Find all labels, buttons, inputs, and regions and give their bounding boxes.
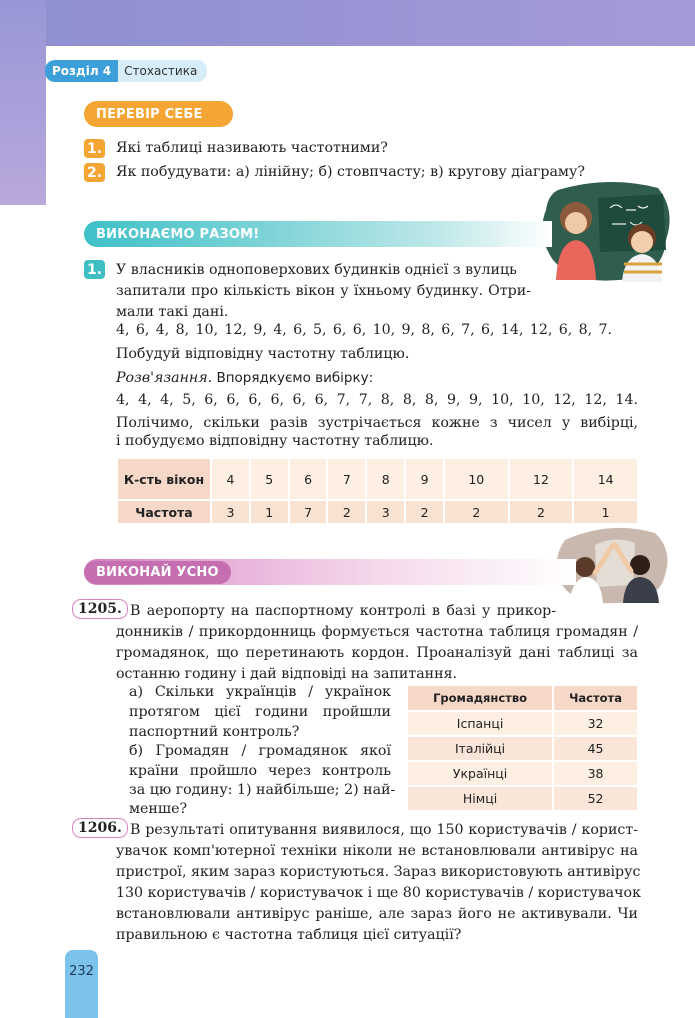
topic-label: Стохастика	[118, 60, 207, 82]
question-a: протягом цієї години пройшли	[129, 704, 391, 720]
solution-line	[116, 368, 373, 389]
column-header: Громадянство	[407, 685, 553, 711]
table-row	[407, 761, 638, 786]
table-cell: Німці	[407, 786, 553, 811]
page-number-tab	[65, 950, 98, 1018]
question-b: б) Громадян / громадянок якої	[129, 743, 391, 759]
exercise-line: громадянок, що перетинають кордон. Проаналізуй дані таблиці за	[116, 645, 638, 661]
question-text: Як побудувати: а) лінійну; б) стовпчасту; в) кругову діаграму?	[116, 164, 585, 180]
table-cell: Італійці	[407, 736, 553, 761]
exercise-line: пристрої, яким зараз користуються. Зараз використовують антивірус	[116, 864, 641, 880]
table-cell: 10	[444, 458, 509, 500]
table-cell: 2	[509, 500, 574, 524]
count-line: і побудуємо відповідну частотну таблицю.	[116, 433, 434, 449]
row-header: Частота	[117, 500, 211, 524]
exercise-number: 1206.	[72, 818, 128, 838]
question-b: країни пройшло через контроль	[129, 763, 391, 779]
breadcrumb	[45, 60, 207, 82]
question-number: 1.	[84, 139, 105, 158]
table-cell: 8	[366, 458, 405, 500]
table-cell: 6	[289, 458, 328, 500]
solution-text: Впорядкуємо вибірку:	[212, 370, 374, 386]
table-cell: 14	[573, 458, 638, 500]
do-orally-banner	[84, 559, 576, 585]
table-cell: Іспанці	[407, 711, 553, 736]
top-decor-band	[0, 0, 695, 46]
sorted-sample: 4, 4, 4, 5, 6, 6, 6, 6, 6, 6, 7, 7, 8, 8, 8, 9, 9, 10, 10, 12, 12, 14.	[116, 392, 638, 408]
windows-frequency-table	[116, 457, 639, 525]
table-row	[407, 711, 638, 736]
table-cell: 2	[405, 500, 444, 524]
solution-label: Розв'язання.	[116, 370, 213, 386]
exercise-line: 130 користувачів / користувачок і ще 80 користувачів / користувачок	[116, 885, 641, 901]
task-line: Побудуй відповідну частотну таблицю.	[116, 346, 410, 362]
table-row	[407, 736, 638, 761]
table-row	[117, 458, 638, 500]
task-line: запитали про кількість вікон у їхньому будинку. Отри-	[116, 283, 531, 299]
citizenship-frequency-table	[406, 684, 639, 812]
exercise-line: донників / прикордонниць формується частотна таблиця громадян /	[116, 624, 638, 640]
table-cell: 45	[553, 736, 638, 761]
task-line: мали такі дані.	[116, 304, 229, 320]
question-text: Які таблиці називають частотними?	[116, 140, 388, 156]
question-a: а) Скільки українців / українок	[129, 684, 391, 700]
table-cell: 3	[211, 500, 250, 524]
count-line: Полічимо, скільки разів зустрічається кожне з чисел у вибірці,	[116, 415, 638, 431]
exercise-number: 1205.	[72, 599, 128, 619]
table-cell: 32	[553, 711, 638, 736]
question-a: паспортний контроль?	[129, 724, 300, 740]
table-cell: 9	[405, 458, 444, 500]
question-b: менше?	[129, 801, 188, 817]
side-decor-band	[0, 0, 46, 205]
exercise-line: правильною є частотна таблиця цієї ситуації?	[116, 927, 462, 943]
do-together-title: ВИКОНАЄМО РАЗОМ!	[96, 226, 260, 242]
table-cell: 2	[444, 500, 509, 524]
check-yourself-banner	[84, 101, 233, 127]
do-orally-title: ВИКОНАЙ УСНО	[84, 561, 231, 584]
table-cell: 1	[573, 500, 638, 524]
table-header-row	[407, 685, 638, 711]
table-cell: 7	[289, 500, 328, 524]
exercise-line: останню годину і дай відповіді на запитання.	[116, 666, 458, 682]
exercise-line: В результаті опитування виявилося, що 150 користувачів / корист-	[130, 822, 638, 838]
table-cell: 7	[327, 458, 366, 500]
do-together-banner	[84, 221, 552, 247]
table-cell: 4	[211, 458, 250, 500]
task-line: У власників одноповерхових будинків однієї з вулиць	[116, 262, 517, 278]
table-cell: 12	[509, 458, 574, 500]
exercise-line: В аеропорту на паспортному контролі в базі у прикор-	[130, 603, 556, 619]
column-header: Частота	[553, 685, 638, 711]
children-at-blackboard-photo	[538, 180, 673, 285]
sample-data: 4, 6, 4, 8, 10, 12, 9, 4, 6, 5, 6, 6, 10, 9, 8, 6, 7, 6, 14, 12, 6, 8, 7.	[116, 322, 612, 338]
question-number: 2.	[84, 163, 105, 182]
table-cell: 1	[250, 500, 289, 524]
check-yourself-title: ПЕРЕВІР СЕБЕ	[96, 106, 203, 122]
table-cell: 3	[366, 500, 405, 524]
table-row	[407, 786, 638, 811]
chapter-label: Розділ 4	[45, 60, 118, 82]
table-row	[117, 500, 638, 524]
row-header: К-сть вікон	[117, 458, 211, 500]
task-number: 1.	[84, 260, 105, 279]
table-cell: 2	[327, 500, 366, 524]
table-cell: 38	[553, 761, 638, 786]
table-cell: 5	[250, 458, 289, 500]
table-cell: Українці	[407, 761, 553, 786]
table-cell: 52	[553, 786, 638, 811]
exercise-line: увачок комп'ютерної техніки ніколи не встановлювали антивірус на	[116, 843, 638, 859]
exercise-line: встановлювали антивірус раніше, але зараз його не активували. Чи	[116, 906, 638, 922]
page-number: 232	[69, 964, 94, 979]
question-b: за цю годину: 1) найбільше; 2) най-	[129, 782, 396, 798]
